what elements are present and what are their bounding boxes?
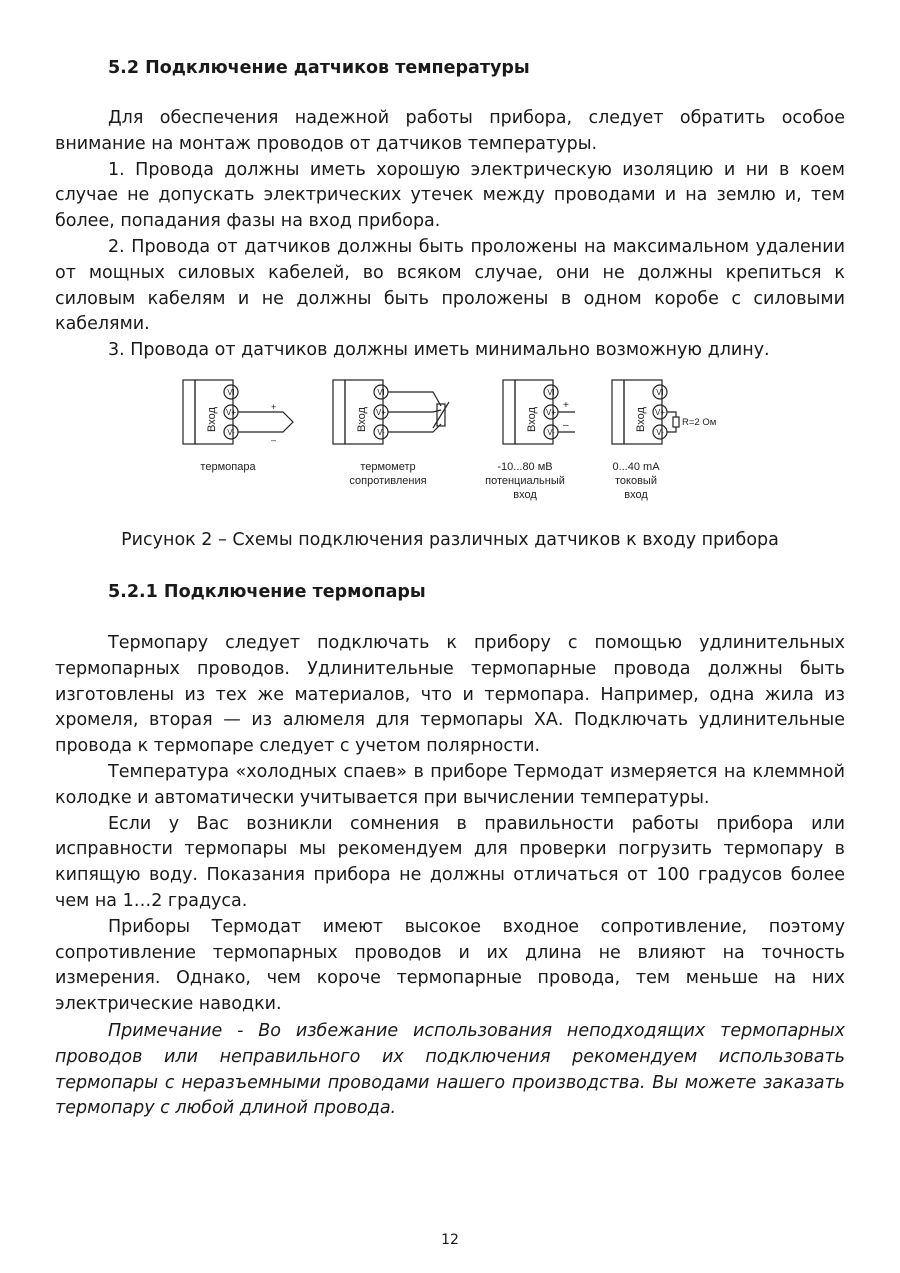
input-label: Вход [206, 407, 218, 432]
thermocouple-paragraph-4: Приборы Термодат имеют высокое входное сопротивление, поэтому сопротивление термопарных проводов и их длина не влияют на точность измерения. Однако, чем короче термопарные провода, тем меньше на них электрические наводки. [55, 916, 845, 1015]
plus-label: + [271, 402, 277, 412]
thermocouple-paragraph-3: Если у Вас возникли сомнения в правильности работы прибора или исправности термопары мы рекомендуем для проверки погрузить термопару в кипящую воду. Показания прибора не должны отличаться от 100 градусов более чем на 1…2 градуса. [55, 813, 845, 911]
minus-label: – [563, 420, 569, 431]
potential-input-diagram [485, 380, 575, 501]
terminal-label: V+ [225, 408, 237, 417]
thermocouple-paragraph-2: Температура «холодных спаев» в приборе Термодат измеряется на клеммной колодке и автоматически учитывается при вычислении температуры. [55, 761, 845, 808]
terminal-label: VI [656, 388, 664, 397]
terminal-label: V- [377, 428, 385, 437]
diagram-caption: вход [513, 489, 537, 501]
page-number: 12 [441, 1232, 459, 1248]
thermocouple-diagram [183, 380, 293, 473]
terminal-label: V+ [545, 408, 557, 417]
shunt-resistor [673, 417, 679, 427]
note-block [55, 1019, 845, 1122]
input-label: Вход [526, 407, 538, 432]
terminal-label: V- [656, 428, 664, 437]
diagram-caption: токовый [615, 475, 657, 487]
rule-paragraph-2: 2. Провода от датчиков должны быть проложены на максимальном удалении от мощных силовых кабелей, во всяком случае, они не должны крепиться к силовым кабелям и не должны быть проложены в одном коробе с силовыми кабелями. [55, 236, 845, 335]
rtd-wires [388, 392, 441, 432]
diagram-caption: сопротивления [349, 475, 427, 487]
intro-paragraph: Для обеспечения надежной работы прибора, следует обратить особое внимание на монтаж проводов от датчиков температуры. [55, 108, 845, 154]
diagram-caption: -10...80 мВ [497, 461, 553, 473]
terminal-label: VI [227, 388, 235, 397]
rtd-diagram [333, 380, 449, 487]
diagram-caption: термопара [200, 461, 256, 473]
plus-label: + [563, 400, 569, 411]
diagram-caption: вход [624, 489, 648, 501]
thermocouple-wires [238, 412, 293, 432]
subsection-body [55, 631, 845, 1018]
input-label: Вход [356, 407, 368, 432]
terminal-label: V- [547, 428, 555, 437]
current-input-diagram [612, 380, 716, 501]
thermocouple-paragraph-1: Термопару следует подключать к прибору с помощью удлинительных термопарных проводов. Удлинительные термопарные провода должны быть изготовлены из тех же материалов, что и термопара. Например, одна жила из хромеля, вторая — из алюмеля для термопары ХА. Подключать удлинительные провода к термопаре следует с учетом полярности. [55, 633, 845, 757]
section-title: 5.2 Подключение датчиков температуры [108, 58, 530, 78]
shunt-wires [667, 412, 676, 432]
subsection-title: 5.2.1 Подключение термопары [108, 582, 426, 602]
minus-label: – [271, 435, 277, 445]
diagram-caption: потенциальный [485, 475, 565, 487]
figure-caption: Рисунок 2 – Схемы подключения различных датчиков к входу прибора [121, 530, 779, 550]
terminal-label: V+ [654, 408, 666, 417]
terminal-block [503, 380, 515, 444]
terminal-block [183, 380, 195, 444]
terminal-label: VI [547, 388, 555, 397]
terminal-block [333, 380, 345, 444]
terminal-label: VI [377, 388, 385, 397]
input-label: Вход [635, 407, 647, 432]
terminal-block [612, 380, 624, 444]
rule-paragraph-3: 3. Провода от датчиков должны иметь минимально возможную длину. [108, 340, 770, 361]
section-body [55, 106, 845, 364]
terminal-label: V+ [375, 408, 387, 417]
diagram-caption: термометр [360, 461, 416, 473]
terminal-label: V- [227, 428, 235, 437]
wiring-diagrams-figure [175, 372, 735, 502]
note-paragraph: Примечание - Во избежание использования неподходящих термопарных проводов или неправильного их подключения рекомендуем использовать термопары с неразъемными проводами нашего производства. Вы можете заказать термопару с любой длиной провода. [55, 1021, 845, 1119]
resistor-label: R=2 Ом [682, 417, 717, 428]
diagram-caption: 0...40 mA [612, 461, 660, 473]
rule-paragraph-1: 1. Провода должны иметь хорошую электрическую изоляцию и ни в коем случае не допускать электрических утечек между проводами и на землю и, тем более, попадания фазы на вход прибора. [55, 159, 845, 232]
